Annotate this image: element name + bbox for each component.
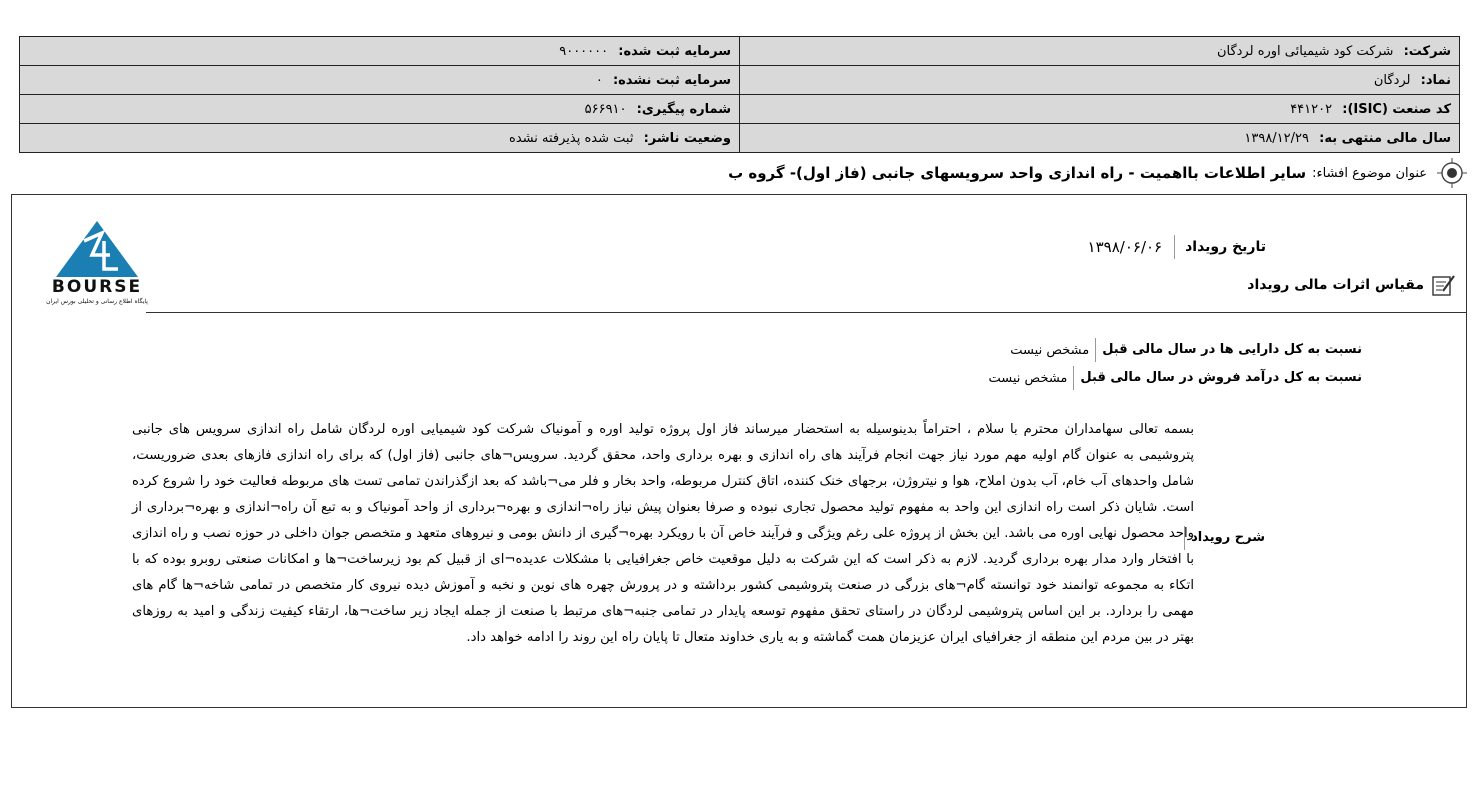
subject-label: عنوان موضوع افشاء: bbox=[1312, 165, 1427, 181]
isic-value: ۴۴۱۲۰۲ bbox=[1290, 101, 1333, 117]
publisher-status-value: ثبت شده پذیرفته نشده bbox=[509, 130, 634, 146]
capital-registered-label: سرمایه ثبت شده: bbox=[618, 43, 731, 59]
fiscal-cell bbox=[740, 124, 1460, 153]
publisher-status-cell bbox=[20, 124, 740, 153]
disclosure-subject bbox=[60, 158, 1467, 188]
ratio-assets-value: مشخص نیست bbox=[1010, 342, 1090, 358]
edit-document-icon bbox=[1430, 273, 1456, 297]
isic-cell bbox=[740, 95, 1460, 124]
subject-title: سایر اطلاعات بااهمیت - راه اندازی واحد سرویسهای جانبی (فاز اول)- گروه ب bbox=[728, 164, 1307, 182]
capital-unregistered-cell bbox=[20, 66, 740, 95]
publisher-status-label: وضعیت ناشر: bbox=[643, 130, 731, 146]
capital-registered-cell bbox=[20, 37, 740, 66]
company-value: شرکت کود شیمیائی اوره لردگان bbox=[1216, 43, 1394, 59]
symbol-cell bbox=[740, 66, 1460, 95]
financial-impact-heading bbox=[1247, 273, 1456, 297]
company-cell bbox=[740, 37, 1460, 66]
capital-unregistered-label: سرمایه ثبت نشده: bbox=[612, 72, 731, 88]
target-icon bbox=[1437, 158, 1467, 188]
event-date-value: ۱۳۹۸/۰۶/۰۶ bbox=[1087, 238, 1163, 256]
event-date-row bbox=[1088, 235, 1266, 259]
bourse-logo bbox=[38, 219, 156, 311]
ratio-sales-value: مشخص نیست bbox=[988, 370, 1068, 386]
logo-text: BOURSE bbox=[51, 277, 143, 297]
panel-divider bbox=[146, 312, 1466, 313]
isic-label: کد صنعت (ISIC): bbox=[1342, 101, 1451, 117]
company-label: شرکت: bbox=[1403, 43, 1451, 59]
info-row-company bbox=[20, 37, 1460, 66]
symbol-label: نماد: bbox=[1420, 72, 1451, 88]
tracking-label: شماره پیگیری: bbox=[636, 101, 731, 117]
fiscal-label: سال مالی منتهی به: bbox=[1319, 130, 1451, 146]
ratio-assets-label: نسبت به کل دارایی ها در سال مالی قبل bbox=[1095, 338, 1362, 362]
event-description-label: شرح رویداد bbox=[1184, 526, 1265, 550]
bourse-logo-icon bbox=[38, 219, 156, 279]
symbol-value: لردگان bbox=[1373, 72, 1411, 88]
ratio-sales-label: نسبت به کل درآمد فروش در سال مالی قبل bbox=[1073, 366, 1362, 390]
ratio-assets-row bbox=[1010, 338, 1362, 362]
company-info-table bbox=[19, 36, 1460, 153]
capital-unregistered-value: ۰ bbox=[595, 72, 603, 88]
event-description-text: بسمه تعالی سهامداران محترم با سلام ، احتراماً بدینوسیله به استحضار میرساند فاز اول پروژه تولید اوره و آمونیاک شرکت کود شیمیایی اوره لردگان شامل راه اندازی سرویس های جانبی پتروشیمی به عنوان گام اولیه مهم مورد نیاز جهت انجام فرآیند های راه اندازی و بهره برداری واحد، محقق گردید. سرویس¬های جانبی (فاز اول) که برای راه اندازی فازهای بعدی ضروریست، شامل واحدهای آب خام، آب بدون املاح، هوا و نیتروژن، برجهای خنک کننده، اتاق کنترل مربوطه، واحد بخار و فلر می¬باشد که بعد ازگذراندن تمامی تست های مربوطه فعالیت خود را شروع کرده است. شایان ذکر است راه اندازی این واحد به مفهوم تولید محصول تجاری نبوده و صرفا بعنوان پیش نیاز راه¬اندازی و بهره¬برداری از واحد آمونیاک و به تبع آن راه¬اندازی و بهره¬برداری از واحد محصول نهایی اوره می باشد. این بخش از پروژه علی رغم ویژگی و فرآیند خاص آن با رویکرد بهره¬گیری از دانش بومی و نیروهای متعهد و متخصص جوان داخلی در حوزه نصب و راه اندازی با افتخار وارد مدار بهره برداری گردید. لازم به ذکر است که این شرکت به دلیل موقعیت خاص جغرافیایی با مشکلات عدیده¬ای از قبیل کم بود زیرساخت¬ها و امکانات صنعتی روبرو بوده که با اتکاء به مجموعه توانمند خود توانسته گام¬های بزرگی در صنعت پتروشیمی کشور برداشته و در پرورش چهره های نوین و نخبه و آموزش دیده نیروی کار متخصص در تمامی شاخه¬ها گام های مهمی را بردارد. بر این اساس پتروشیمی لردگان در راستای تحقق مفهوم توسعه پایدار در تمامی جنبه¬های مرتبط با صنعت از جمله ایجاد زیر ساخت¬ها، ارتقاء کیفیت زندگی و امید به روزهای بهتر در بین مردم این منطقه از جغرافیای ایران عزیزمان همت گماشته و به یاری خداوند متعال تا پایان راه این روند را ادامه خواهد داد. bbox=[132, 422, 1194, 645]
capital-registered-value: ۹۰۰۰۰۰۰ bbox=[559, 43, 609, 59]
ratio-sales-row bbox=[988, 366, 1362, 390]
info-row-isic bbox=[20, 95, 1460, 124]
tracking-value: ۵۶۶۹۱۰ bbox=[584, 101, 627, 117]
fiscal-value: ۱۳۹۸/۱۲/۲۹ bbox=[1244, 130, 1309, 146]
financial-impact-label: مقیاس اثرات مالی رویداد bbox=[1247, 277, 1424, 293]
tracking-cell bbox=[20, 95, 740, 124]
info-row-fiscal bbox=[20, 124, 1460, 153]
event-date-label: تاریخ رویداد bbox=[1174, 235, 1266, 259]
logo-subtitle: پایگاه اطلاع رسانی و تحلیلی بورس ایران bbox=[46, 298, 148, 305]
event-panel bbox=[11, 194, 1467, 708]
info-row-symbol bbox=[20, 66, 1460, 95]
